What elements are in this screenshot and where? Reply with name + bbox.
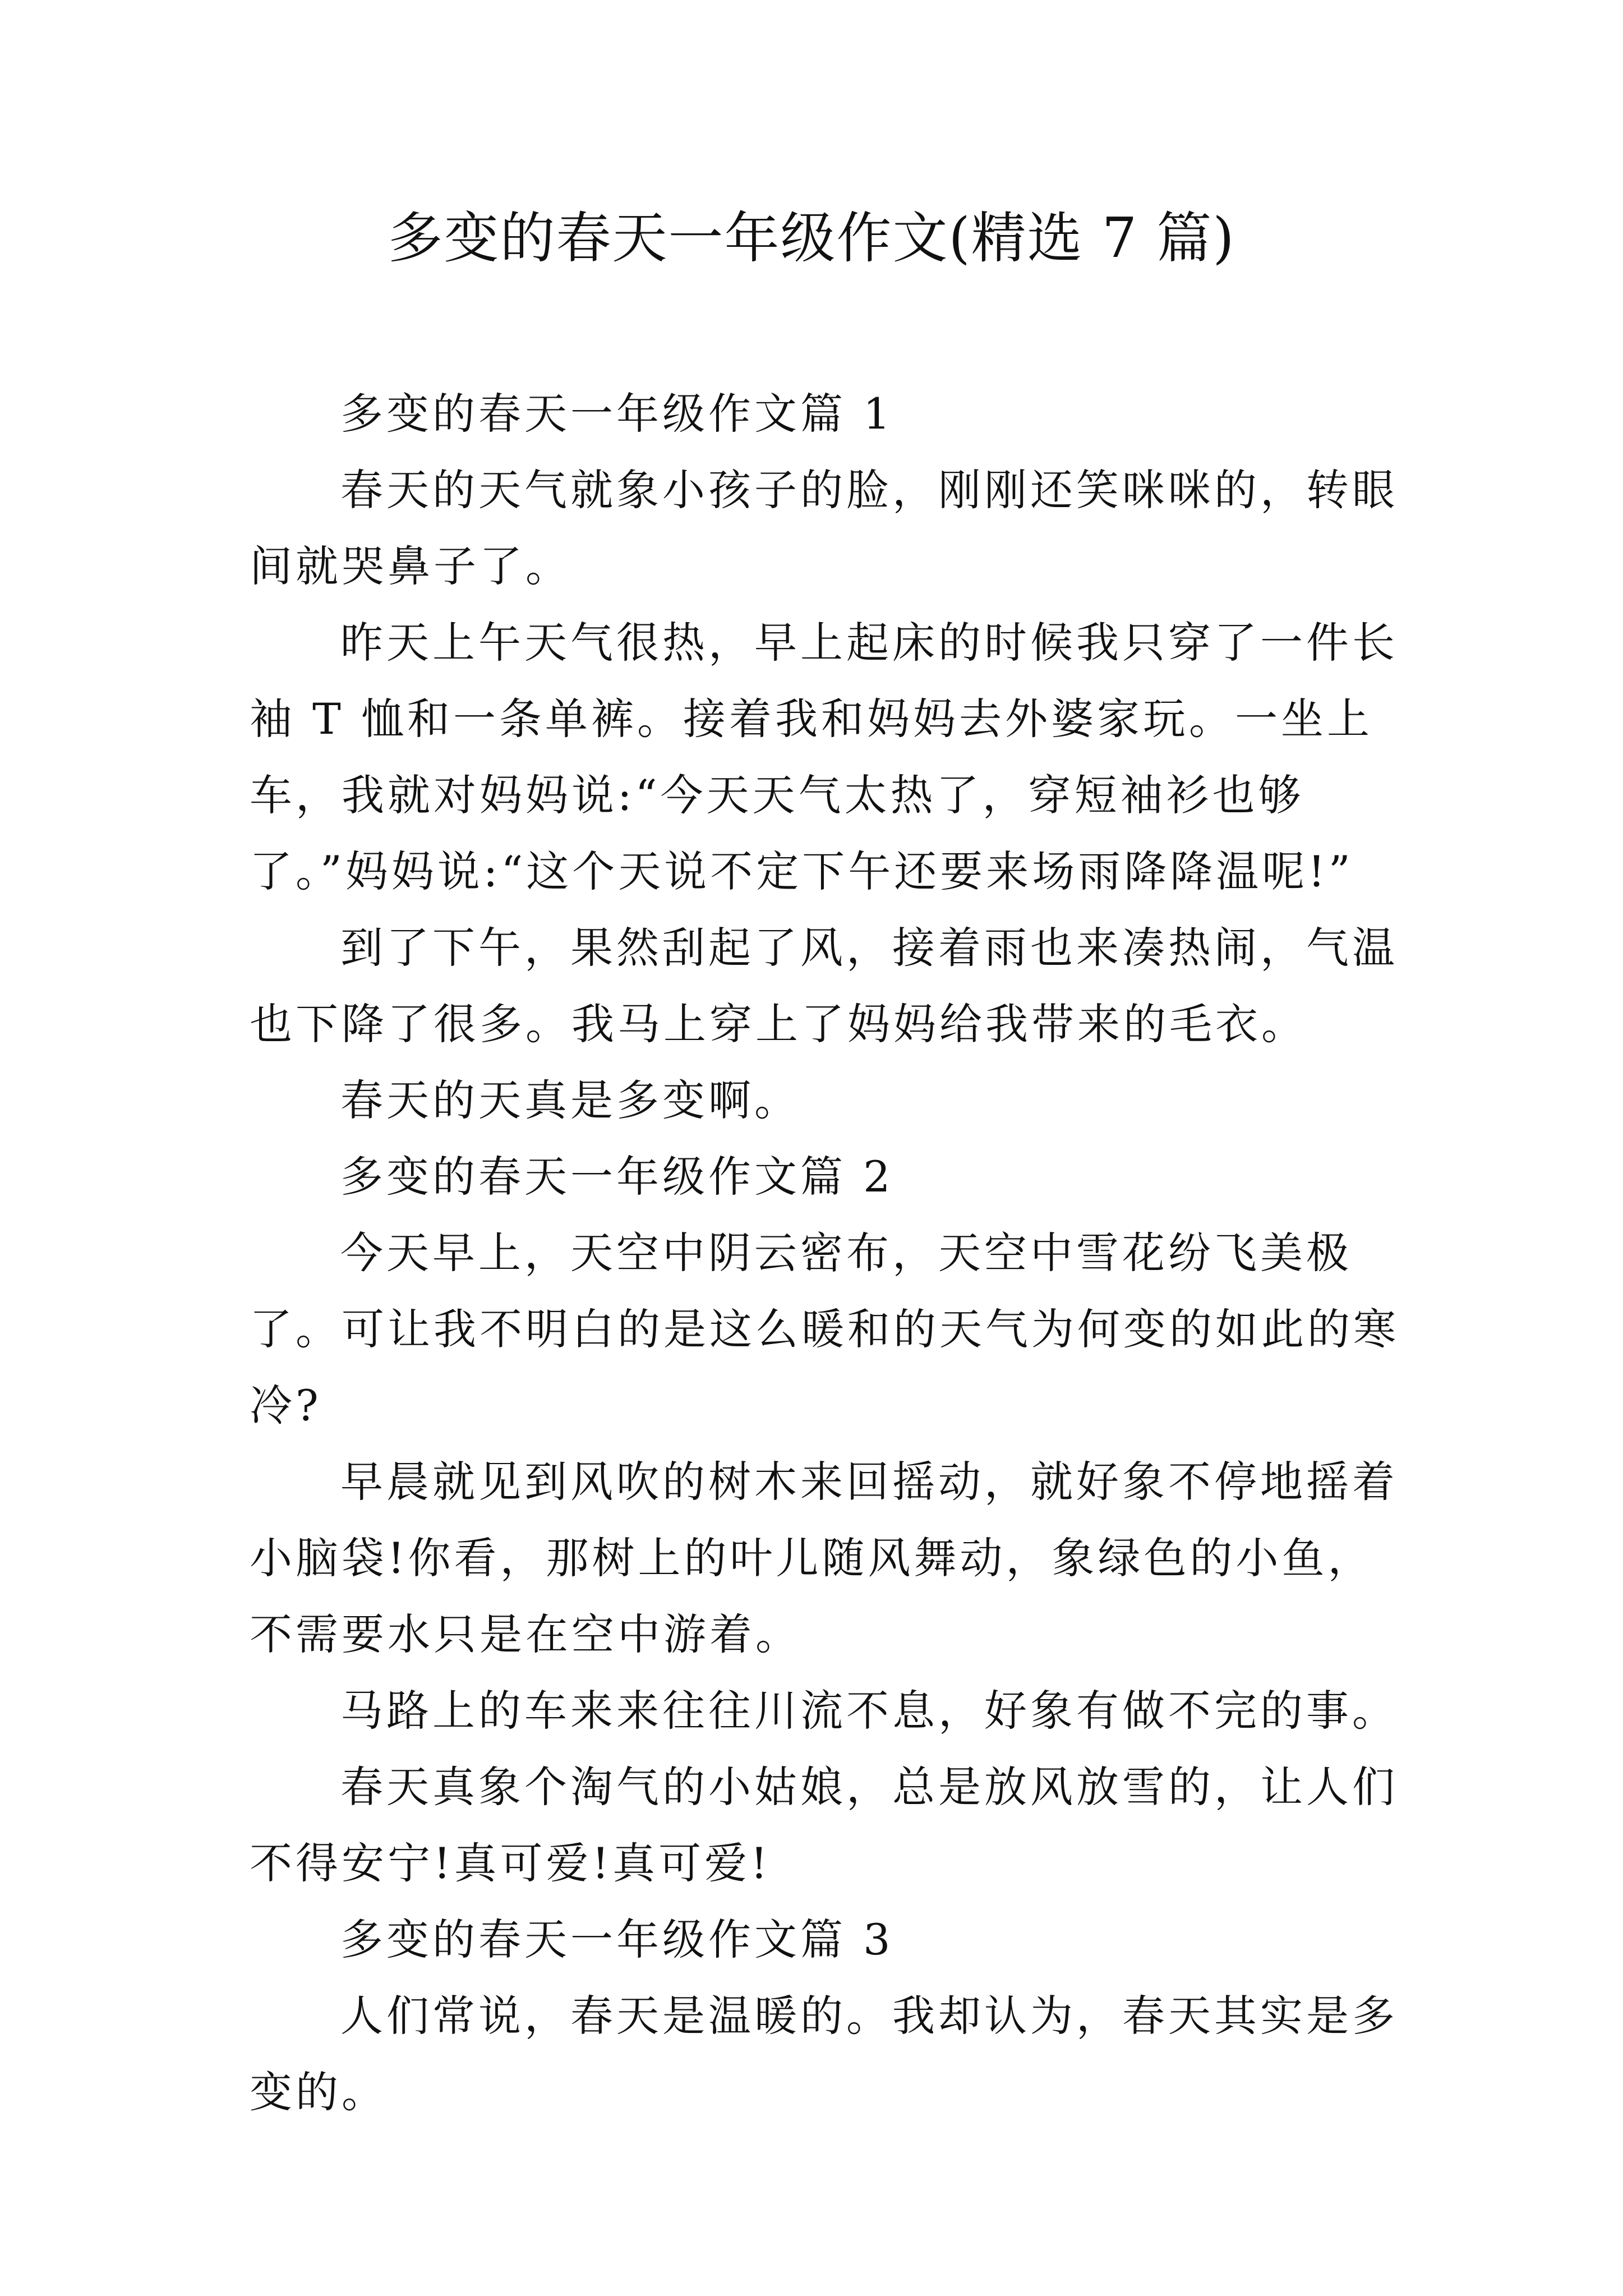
page-title: 多变的春天一年级作文(精选 7 篇): [388, 206, 1235, 270]
paragraph: 今天早上，天空中阴云密布，天空中雪花纷飞美极了。可让我不明白的是这么暖和的天气为何变的如此的寒冷?: [250, 1228, 1399, 1430]
paragraph: 春天的天气就象小孩子的脸，刚刚还笑咪咪的，转眼间就哭鼻子了。: [250, 465, 1398, 591]
section-heading: 多变的春天一年级作文篇 2: [340, 1152, 894, 1202]
document-body: [250, 376, 1405, 2131]
paragraph: 早晨就见到风吹的树木来回摇动，就好象不停地摇着小脑袋!你看，那树上的叶儿随风舞动，象绿色的小鱼，不需要水只是在空中游着。: [250, 1457, 1398, 1659]
paragraph: 人们常说，春天是温暖的。我却认为，春天其实是多变的。: [250, 1991, 1398, 2117]
section-heading: 多变的春天一年级作文篇 3: [340, 1915, 894, 1964]
paragraph: 马路上的车来来往往川流不息，好象有做不完的事。: [340, 1686, 1398, 1736]
paragraph: 昨天上午天气很热，早上起床的时候我只穿了一件长袖 T 恤和一条单裤。接着我和妈妈去外婆家玩。一坐上车，我就对妈妈说:“今天天气太热了，穿短袖衫也够了。”妈妈说:“这个天说不定下午还要来场雨降降温呢!”: [250, 618, 1398, 896]
section-heading: 多变的春天一年级作文篇 1: [340, 389, 894, 439]
paragraph: 春天的天真是多变啊。: [340, 1075, 800, 1125]
paragraph: 到了下午，果然刮起了风，接着雨也来凑热闹，气温也下降了很多。我马上穿上了妈妈给我带来的毛衣。: [250, 923, 1398, 1049]
paragraph: 春天真象个淘气的小姑娘，总是放风放雪的，让人们不得安宁!真可爱!真可爱!: [250, 1762, 1398, 1888]
